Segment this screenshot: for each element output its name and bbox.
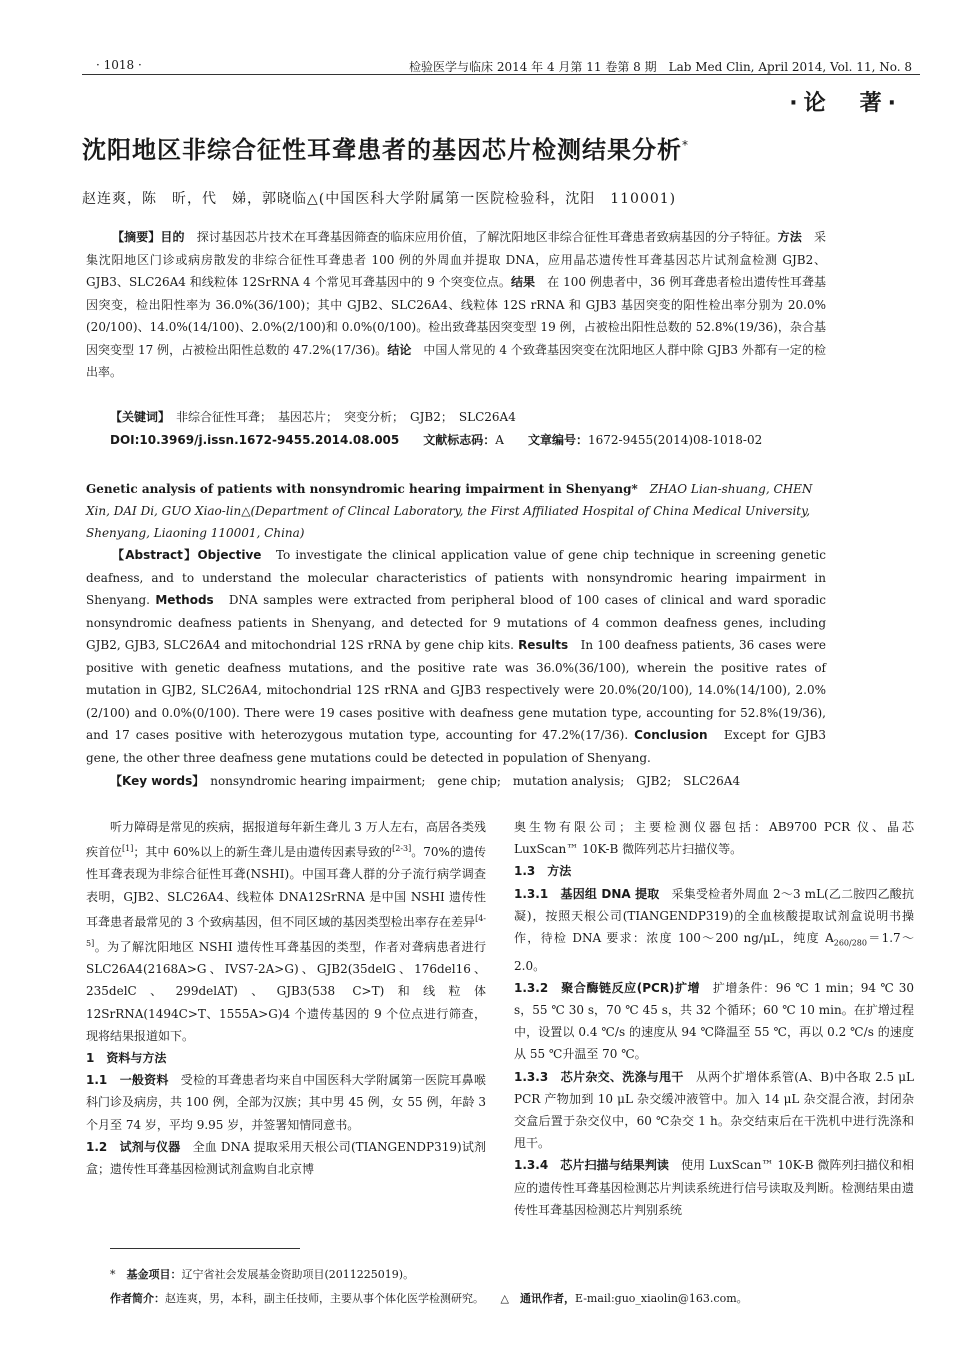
section-1-2-continued: 奥生物有限公司；主要检测仪器包括：AB9700 PCR 仪、晶芯 LuxScan™ 10K-B 微阵列芯片扫描仪等。 <box>514 820 914 857</box>
en-keywords: 【Key words】 nonsyndromic hearing impairment; gene chip; mutation analysis; GJB2; SLC26A4 <box>110 774 741 788</box>
section-heading-1: 1 资料与方法 <box>86 1051 167 1066</box>
section-1-3-1: 1.3.1 基因组 DNA 提取 采集受检者外周血 2～3 mL(乙二胺四乙酸抗凝)，按照天根公司(TIANGENDP319)的全血核酸提取试剂盒说明书操作，待检 DNA 要求：浓度 100～200 ng/μL，纯度 $A_{260/280}=1.7\sim 2.0$。 <box>514 886 914 973</box>
cn-abstract: 【摘要】目的 探讨基因芯片技术在耳聋基因筛查的临床应用价值，了解沈阳地区非综合征性耳聋患者致病基因的分子特征。方法 采集沈阳地区门诊或病房散发的非综合征性耳聋患者 100 例的外周血并提取 DNA，应用晶芯遗传性耳聋基因芯片试剂盒检测 GJB2、GJB3、SLC26A4 和线粒体 12SrRNA 4 个常见耳聋基因中的 9 个突变位点。结果 在 100 例患者中，36 例耳聋患者检出遗传性耳聋基因突变，检出阳性率为 36.0%(36/100)；其中 GJB2、SLC26A4、线粒体 12S rRNA 和 GJB3 基因突变的阳性检出率分别为 20.0%(20/100)、14.0%(14/100)、2.0%(2/100)和 0.0%(0/100)。检出致聋基因突变型 19 例，占被检出阳性总数的 52.8%(19/36)，杂合基因突变型 17 例，占被检出阳性总数的 47.2%(17/36)。结论 中国人常见的 4 个致聋基因突变在沈阳地区人群中除 GJB3 外都有一定的检出率。 <box>86 230 826 379</box>
intro-paragraph: 听力障碍是常见的疾病，据报道每年新生聋儿 3 万人左右，高居各类残疾首位[1]；其中 60%以上的新生聋儿是由遗传因素导致的[2-3]。70%的遗传性耳聋表现为非综合征性耳聋(NSHI)。中国耳聋人群的分子流行病学调查表明，GJB2、SLC26A4、线粒体 DNA12SrRNA 是中国 NSHI 遗传性耳聋患者最常见的 3 个致病基因，但不同区域的基因类型检出率存在差异[4-5]。为了解沈阳地区 NSHI 遗传性耳聋基因的类型，作者对聋病患者进行 SLC26A4(2168A>G、IVS7-2A>G)、GJB2(35delG、176del16、235delC、299delAT)、GJB3(538 C>T)和线粒体 12SrRNA(1494C>T、1555A>G)4 个遗传基因的 9 个位点进行筛查，现将结果报道如下。 <box>86 820 486 1043</box>
en-abstract: 【Abstract】Objective To investigate the clinical application value of gene chip technique in screening genetic deafness, and to understand the molecular characteristics of patients with nonsyndromic hearing impairment in Shenyang. Methods DNA samples were extracted from peripheral blood of 100 cases of clinical and ward sporadic nonsyndromic deafness patients in Shenyang, and detected for 9 mutations of 4 common deafness genes, including GJB2, GJB3, SLC26A4 and mitochondrial 12S rRNA by gene chip kits. Results In 100 deafness patients, 36 cases were positive with genetic deafness mutations, and the positive rate was 36.0%(36/100), wherein the positive rates of mutation in GJB2, SLC26A4, mitochondrial 12S rRNA and GJB3 respectively were 20.0%(20/100), 14.0%(14/100), 2.0%(2/100) and 0.0%(0/100). There were 19 cases positive with deafness gene mutation type, accounting for 52.8%(19/36), and 17 cases positive with heterozygous mutation type, accounting for 47.2%(17/36). Conclusion Except for GJB3 gene, the other three deafness gene mutations could be detected in population of Shenyang. <box>86 548 826 765</box>
header-rule <box>82 74 920 75</box>
cn-keywords: 【关键词】 非综合征性耳聋； 基因芯片； 突变分析； GJB2； SLC26A4 <box>110 410 516 424</box>
english-affiliation: (Department of Clincal Laboratory, the First Affiliated Hospital of China Medical University, Shenyang, Liaoning 110001, China) <box>86 504 811 540</box>
section-1-1: 1.1 一般资料 受检的耳聋患者均来自中国医科大学附属第一医院耳鼻喉科门诊及病房，共 100 例，全部为汉族；其中男 45 例，女 55 例，年龄 3 个月至 74 岁，平均 9.95 岁，并签署知情同意书。 <box>86 1073 486 1132</box>
left-column <box>86 816 486 1180</box>
author-footnote: 作者简介：赵连爽，男，本科，副主任技师，主要从事个体化医学检测研究。 △ 通讯作者，E-mail:guo_xiaolin@163.com。 <box>110 1292 748 1305</box>
section-1-3-2: 1.3.2 聚合酶链反应(PCR)扩增 扩增条件：96 ℃ 1 min；94 ℃ 30 s，55 ℃ 30 s，70 ℃ 45 s，共 32 个循环；60 ℃ 10 min。在扩增过程中，设置以 0.4 ℃/s 的速度从 94 ℃降温至 55 ℃，再以 0.2 ℃/s 的速度从 55 ℃升温至 70 ℃。 <box>514 980 914 1062</box>
section-tag: ·论 著· <box>789 91 902 116</box>
fund-footnote: * 基金项目：辽宁省社会发展基金资助项目(2011225019)。 <box>110 1268 415 1281</box>
english-title-block <box>86 478 826 544</box>
english-authors: ZHAO Lian-shuang, CHEN Xin, DAI Di, GUO Xiao-lin△ <box>86 482 813 518</box>
section-1-3: 1.3 方法 <box>514 864 572 879</box>
title-footnote-mark: * <box>682 138 689 152</box>
english-title: Genetic analysis of patients with nonsyndromic hearing impairment in Shenyang* <box>86 482 638 496</box>
footnote-rule <box>110 1248 300 1249</box>
section-1-3-4: 1.3.4 芯片扫描与结果判读 使用 LuxScan™ 10K-B 微阵列扫描仪和相应的遗传性耳聋基因检测芯片判读系统进行信号读取及判断。检测结果由遗传性耳聋基因检测芯片判别系统 <box>514 1158 914 1217</box>
right-column <box>514 816 914 1221</box>
doi-line: DOI:10.3969/j.issn.1672-9455.2014.08.005 文献标志码：A 文章编号：1672-9455(2014)08-1018-02 <box>110 433 763 447</box>
section-1-2: 1.2 试剂与仪器 全血 DNA 提取采用天根公司(TIANGENDP319)试剂盒；遗传性耳聋基因检测试剂盒购自北京博 <box>86 1139 486 1177</box>
author-line: 赵连爽，陈 昕，代 娣，郭晓临△(中国医科大学附属第一医院检验科，沈阳 110001) <box>82 191 677 207</box>
section-1-3-3: 1.3.3 芯片杂交、洗涤与甩干 从两个扩增体系管(A、B)中各取 2.5 μL PCR 产物加到 10 μL 杂交缓冲液管中。加入 14 μL 杂交混合液，封闭杂交盒后置于杂交仪中，60 ℃杂交 1 h。杂交结束后在干洗机中进行洗涤和甩干。 <box>514 1069 914 1151</box>
article-title: 沈阳地区非综合征性耳聋患者的基因芯片检测结果分析* <box>82 136 689 164</box>
page-number: · 1018 · <box>96 58 142 72</box>
journal-header: 检验医学与临床 2014 年 4 月第 11 卷第 8 期 Lab Med Clin, April 2014, Vol. 11, No. 8 <box>409 60 912 74</box>
